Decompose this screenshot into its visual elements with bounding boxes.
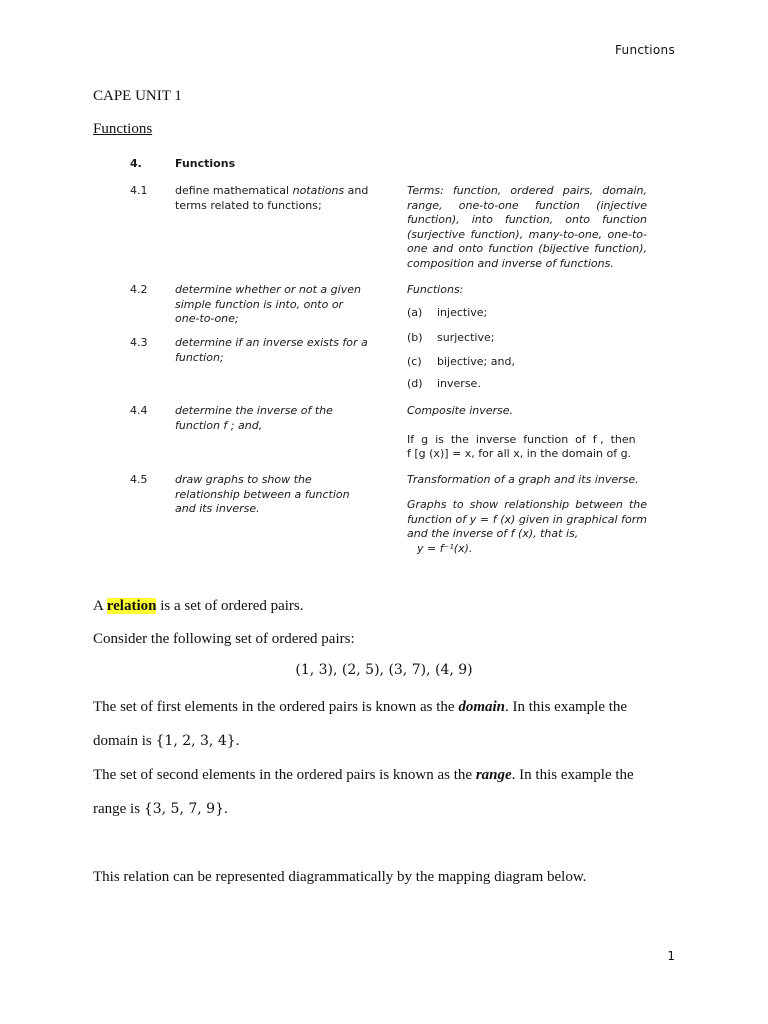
objective-text: draw graphs to show the relationship between a function and its inverse. (175, 473, 350, 515)
inverse-formula: y = f⁻¹(x). (417, 542, 473, 555)
text-part: The set of second elements in the ordered pairs is known as the (93, 767, 476, 783)
text-part: . In this example the (505, 699, 628, 715)
objective-text: determine if an inverse exists for a function; (175, 336, 368, 364)
paragraph: Consider the following set of ordered pairs: (93, 631, 355, 647)
objective-text-part: define mathematical (175, 184, 293, 197)
domain-paragraph (93, 697, 675, 717)
relation-definition (93, 596, 675, 616)
objective-text: determine the inverse of the function f ; and, (175, 404, 333, 432)
domain-term: domain (458, 699, 506, 715)
range-term: range (475, 767, 512, 783)
objective-number: 4.2 (130, 283, 148, 296)
objective-text-italic: notations (292, 184, 345, 197)
objective-number: 4.5 (130, 473, 148, 486)
function-option (407, 331, 494, 346)
domain-set: {1, 2, 3, 4} (155, 733, 236, 749)
objective-number: 4.3 (130, 336, 148, 349)
section-heading: Functions (93, 121, 153, 137)
terms-text: Terms: function, ordered pairs, domain, range, one-to-one function (injective function), into function, onto function (surjective function), many-to-one, one-to-one and onto function (bijective function), composition and inverse of functions. (407, 184, 647, 270)
text-part: . (223, 801, 228, 817)
text-part: domain is (93, 733, 156, 749)
text-part: is a set of ordered pairs. (156, 598, 304, 614)
inverse-definition-line: f [g (x)] = x, for all x, in the domain of g. (407, 447, 632, 460)
text-part: range is (93, 801, 144, 817)
ordered-pairs: (1, 3), (2, 5), (3, 7), (4, 9) (295, 662, 473, 678)
option-text: injective; (437, 306, 488, 319)
running-header: Functions (615, 43, 675, 57)
option-label: (b) (407, 331, 423, 344)
mapping-diagram-intro: This relation can be represented diagrammatically by the mapping diagram below. (93, 869, 587, 885)
domain-set-line (93, 731, 675, 751)
text-part: . (235, 733, 240, 749)
text-part: A (93, 598, 107, 614)
document-title: CAPE UNIT 1 (93, 88, 182, 104)
objective-text: determine whether or not a given simple function is into, onto or one-to-one; (175, 283, 361, 325)
function-option (407, 306, 487, 321)
function-option (407, 355, 515, 370)
composite-inverse-label: Composite inverse. (407, 404, 514, 417)
option-text: surjective; (437, 331, 495, 344)
graphs-text: Graphs to show relationship between the function of y = f (x) given in graphical form and the inverse of f (x), that is, (407, 498, 647, 540)
transformation-label: Transformation of a graph and its inverse. (407, 473, 639, 486)
syllabus-section-title: Functions (175, 157, 236, 170)
text-part: . In this example the (511, 767, 634, 783)
option-label: (d) (407, 377, 423, 390)
page-number: 1 (667, 949, 675, 963)
highlighted-term: relation (106, 598, 157, 614)
objective-text-part: and terms related to functions; (175, 184, 369, 212)
objective-number: 4.1 (130, 184, 148, 197)
inverse-definition-line: If g is the inverse function of f , then (407, 433, 636, 446)
syllabus-section-number: 4. (130, 157, 142, 170)
range-set-line (93, 799, 675, 819)
option-label: (a) (407, 306, 423, 319)
option-label: (c) (407, 355, 422, 368)
syllabus-excerpt (125, 155, 650, 575)
option-text: bijective; and, (437, 355, 515, 368)
range-paragraph (93, 765, 675, 785)
function-option (407, 377, 481, 392)
functions-label: Functions: (407, 283, 464, 296)
objective-number: 4.4 (130, 404, 148, 417)
range-set: {3, 5, 7, 9} (143, 801, 224, 817)
option-text: inverse. (437, 377, 481, 390)
objective-text (175, 184, 370, 213)
text-part: The set of first elements in the ordered pairs is known as the (93, 699, 459, 715)
